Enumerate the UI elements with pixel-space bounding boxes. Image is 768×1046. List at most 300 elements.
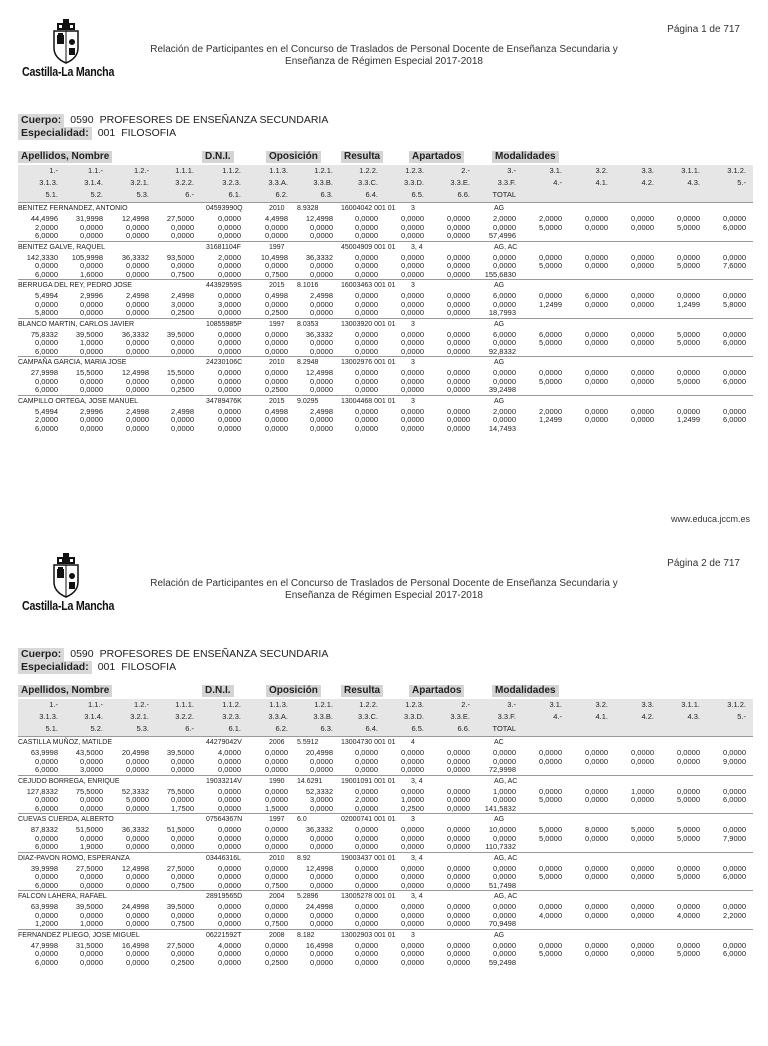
score-value: 0,0000 (447, 910, 470, 920)
score-value: 0,0000 (265, 910, 288, 920)
score-value: 0,0000 (401, 949, 424, 958)
score-value: 36,3332 (305, 825, 333, 834)
score-value: 6,0000 (723, 338, 746, 347)
score-value: 0,0000 (355, 910, 378, 920)
score-value: 0,0000 (401, 880, 424, 890)
column-code: 5.3. (136, 190, 149, 199)
modalidades-value: AG (494, 816, 505, 823)
participant-record (18, 356, 753, 394)
score-value: 0,0000 (80, 346, 103, 356)
score-value: 75,5000 (75, 786, 103, 796)
score-value: 44,4996 (30, 214, 58, 223)
column-code: 6.- (185, 190, 194, 199)
header-apartados: Apartados (409, 151, 464, 163)
score-value: 0,0000 (539, 902, 562, 911)
oposicion-year: 1990 (269, 777, 285, 785)
score-value: 5,0000 (539, 825, 562, 834)
score-value: 0,0000 (723, 291, 746, 300)
score-value: 0,0000 (80, 803, 103, 813)
score-value: 0,0000 (539, 786, 562, 796)
score-value: 0,0000 (631, 376, 654, 386)
participant-name: FERNANDEZ PLIEGO, JOSE MIGUEL (18, 931, 140, 939)
brand-name: Castilla-La Mancha (22, 598, 115, 613)
score-value: 0,0000 (585, 338, 608, 347)
score-value: 0,0000 (35, 299, 58, 309)
especialidad-name: FILOSOFIA (121, 127, 177, 139)
score-value: 0,0000 (218, 214, 241, 223)
score-value: 0,0000 (310, 423, 333, 433)
score-value: 0,0000 (355, 406, 378, 416)
score-value: 0,0000 (126, 269, 149, 279)
score-value: 0,0000 (265, 368, 288, 377)
score-value: 0,0000 (493, 872, 516, 881)
especialidad-label: Especialidad: (18, 661, 92, 674)
score-value: 0,0000 (80, 880, 103, 890)
participant-name: CEJUDO BORREGA, ENRIQUE (18, 777, 120, 785)
score-value: 9,0000 (723, 756, 746, 766)
score-value: 0,0000 (126, 299, 149, 309)
score-value: 0,0000 (355, 803, 378, 813)
score-value: 0,0000 (493, 368, 516, 377)
score-value: 0,0000 (218, 415, 241, 424)
score-value: 141,5832 (484, 803, 516, 813)
score-value: 0,2500 (171, 385, 194, 394)
score-value: 14,7493 (488, 423, 516, 433)
score-value: 0,0000 (310, 261, 333, 270)
column-code: TOTAL (492, 724, 516, 733)
score-value: 0,0000 (723, 329, 746, 339)
score-value: 75,5000 (166, 786, 194, 796)
score-value: 0,0000 (310, 756, 333, 766)
score-value: 1,2499 (677, 415, 700, 424)
score-value: 39,5000 (75, 902, 103, 911)
score-value: 0,0000 (401, 842, 424, 851)
oposicion-score: 8.1016 (297, 282, 319, 289)
score-value: 0,0000 (493, 795, 516, 804)
score-value: 0,0000 (126, 385, 149, 394)
column-code: 6.3. (320, 190, 333, 199)
score-value: 0,0000 (631, 748, 654, 757)
score-value: 0,0000 (539, 291, 562, 300)
score-value: 0,0000 (447, 940, 470, 950)
score-value: 2,4998 (126, 291, 149, 300)
participant-record (18, 241, 753, 279)
score-value: 12,4998 (305, 863, 333, 873)
report-title (0, 578, 768, 602)
score-value: 0,0000 (493, 415, 516, 424)
score-value: 0,0000 (126, 423, 149, 433)
score-value: 0,0000 (493, 756, 516, 766)
column-code: 3.1.4. (84, 178, 103, 187)
score-value: 0,0000 (447, 308, 470, 317)
modalidades-value: AG (494, 397, 505, 405)
column-code: 1.2.3. (405, 700, 424, 709)
score-value: 5,0000 (539, 222, 562, 232)
score-value: 0,0000 (218, 406, 241, 416)
participant-dni: 31681104F (206, 243, 241, 251)
column-code: 1.1.- (87, 166, 103, 175)
score-value: 0,0000 (80, 872, 103, 881)
column-code: TOTAL (492, 190, 516, 199)
score-value: 0,0000 (539, 756, 562, 766)
score-value: 0,7500 (171, 919, 194, 928)
column-code: 6.1. (228, 724, 241, 733)
score-value: 0,0000 (447, 415, 470, 424)
score-value: 12,4998 (305, 214, 333, 223)
score-value: 0,0000 (310, 765, 333, 774)
header-dni: D.N.I. (202, 685, 234, 697)
header-oposicion: Oposición (266, 151, 321, 163)
column-code: 5.3. (136, 724, 149, 733)
score-value: 0,0000 (447, 825, 470, 834)
score-value: 27,9998 (30, 368, 58, 377)
score-value: 0,0000 (401, 299, 424, 309)
column-code: 3.3. (641, 700, 654, 709)
column-code: 3.1.1. (681, 166, 700, 175)
score-value: 1,2499 (539, 299, 562, 309)
column-code: 4.- (553, 712, 562, 721)
score-value: 0,0000 (447, 406, 470, 416)
score-value: 0,0000 (310, 803, 333, 813)
score-value: 0,0000 (35, 756, 58, 766)
score-value: 2,0000 (493, 214, 516, 223)
score-value: 6,0000 (723, 222, 746, 232)
modalidades-value: AG, AC (494, 243, 518, 251)
column-code: 6.6. (457, 190, 470, 199)
score-value: 5,0000 (677, 261, 700, 270)
participant-dni: 07564367N (206, 816, 243, 823)
score-value: 4,0000 (218, 748, 241, 757)
score-value: 0,0000 (493, 949, 516, 958)
score-value: 0,0000 (35, 261, 58, 270)
score-value: 5,0000 (677, 795, 700, 804)
score-value: 0,0000 (265, 872, 288, 881)
score-value: 0,0000 (218, 329, 241, 339)
score-value: 70,9498 (488, 919, 516, 928)
participant-record (18, 890, 753, 928)
oposicion-year: 1997 (269, 816, 285, 823)
score-value: 5,8000 (35, 308, 58, 317)
column-code: 5.2. (90, 190, 103, 199)
score-value: 0,0000 (218, 338, 241, 347)
score-value: 0,0000 (218, 957, 241, 967)
column-code: 6.5. (411, 190, 424, 199)
score-value: 39,5000 (166, 329, 194, 339)
score-value: 2,4998 (126, 406, 149, 416)
modalidades-value: AG (494, 282, 505, 289)
score-value: 0,0000 (355, 765, 378, 774)
column-code: 5.1. (45, 190, 58, 199)
cuerpo-name: PROFESORES DE ENSEÑANZA SECUNDARIA (99, 114, 329, 126)
modalidades-value: AG (494, 359, 505, 366)
score-value: 0,0000 (355, 329, 378, 339)
score-value: 0,0000 (265, 902, 288, 911)
score-value: 0,0000 (677, 940, 700, 950)
score-value: 5,0000 (677, 329, 700, 339)
score-value: 1,7500 (171, 803, 194, 813)
score-value: 0,0000 (631, 329, 654, 339)
apartados-value: 3 (411, 931, 415, 939)
score-value: 6,0000 (35, 842, 58, 851)
column-code: 3.3.E. (450, 712, 470, 721)
score-value: 0,0000 (631, 949, 654, 958)
score-value: 0,0000 (80, 910, 103, 920)
score-value: 0,0000 (585, 910, 608, 920)
score-value: 0,0000 (447, 872, 470, 881)
score-value: 0,0000 (126, 415, 149, 424)
score-value: 0,0000 (447, 299, 470, 309)
score-value: 0,0000 (80, 385, 103, 394)
score-value: 0,0000 (171, 346, 194, 356)
apartados-value: 3, 4 (411, 243, 423, 251)
score-value: 27,5000 (166, 214, 194, 223)
column-code: 3.- (507, 166, 516, 175)
score-value: 0,0000 (218, 795, 241, 804)
score-value: 6,0000 (35, 765, 58, 774)
column-header-row (18, 685, 753, 697)
score-value: 0,0000 (401, 833, 424, 843)
score-value: 0,0000 (401, 252, 424, 262)
score-value: 0,0000 (218, 910, 241, 920)
score-value: 5,0000 (677, 833, 700, 843)
score-value: 0,0000 (447, 957, 470, 967)
column-code: 3.3.B. (313, 712, 333, 721)
score-value: 110,7332 (485, 842, 516, 851)
score-value: 0,0000 (265, 842, 288, 851)
score-value: 0,0000 (355, 308, 378, 317)
header-apellidos: Apellidos, Nombre (18, 685, 112, 697)
score-value: 0,0000 (355, 872, 378, 881)
score-value: 72,9998 (488, 765, 516, 774)
score-value: 155,6830 (484, 269, 516, 279)
participant-record (18, 318, 753, 356)
score-value: 0,0000 (355, 291, 378, 300)
score-value: 0,0000 (493, 940, 516, 950)
participant-record (18, 852, 753, 890)
score-value: 0,0000 (585, 748, 608, 757)
score-value: 0,0000 (355, 833, 378, 843)
score-value: 0,0000 (447, 338, 470, 347)
header-oposicion: Oposición (266, 685, 321, 697)
score-value: 0,0000 (310, 269, 333, 279)
participant-record (18, 813, 753, 851)
score-value: 24,4998 (305, 902, 333, 911)
score-value: 12,4998 (121, 214, 149, 223)
score-value: 87,8332 (30, 825, 58, 834)
score-value: 0,0000 (355, 423, 378, 433)
score-value: 142,3330 (26, 252, 58, 262)
score-value: 0,0000 (265, 346, 288, 356)
score-value: 0,0000 (447, 842, 470, 851)
column-code: 3.1.2. (727, 700, 746, 709)
column-code: 3.1.1. (681, 700, 700, 709)
column-code: 3.2. (595, 166, 608, 175)
column-code: 1.1.3. (269, 700, 288, 709)
score-value: 0,0000 (677, 756, 700, 766)
score-value: 0,0000 (493, 748, 516, 757)
score-value: 51,5000 (166, 825, 194, 834)
column-code: 3.1. (549, 700, 562, 709)
column-code: 6.- (185, 724, 194, 733)
score-value: 0,0000 (355, 842, 378, 851)
score-value: 0,0000 (723, 368, 746, 377)
score-value: 51,5000 (75, 825, 103, 834)
score-value: 0,0000 (677, 252, 700, 262)
score-value: 0,0000 (677, 368, 700, 377)
score-value: 0,0000 (493, 863, 516, 873)
score-value: 0,0000 (355, 415, 378, 424)
especialidad-name: FILOSOFIA (121, 661, 177, 673)
score-value: 1,0000 (493, 786, 516, 796)
column-code: 1.2.- (133, 166, 149, 175)
score-value: 0,0000 (310, 346, 333, 356)
score-value: 0,0000 (355, 880, 378, 890)
score-value: 0,0000 (447, 880, 470, 890)
score-value: 0,0000 (447, 214, 470, 223)
score-value: 6,0000 (585, 291, 608, 300)
score-value: 0,0000 (126, 919, 149, 928)
participant-name: FALCON LAHERA, RAFAEL (18, 893, 107, 900)
score-value: 0,0000 (171, 415, 194, 424)
column-code: 1.2.1. (314, 700, 333, 709)
column-code: 4.1. (595, 178, 608, 187)
score-value: 0,0000 (218, 346, 241, 356)
score-value: 0,0000 (585, 872, 608, 881)
score-value: 5,0000 (539, 376, 562, 386)
score-value: 0,0000 (585, 214, 608, 223)
column-code: 3.- (507, 700, 516, 709)
column-code: 4.- (553, 178, 562, 187)
score-value: 0,0000 (80, 957, 103, 967)
score-value: 36,3332 (305, 329, 333, 339)
oposicion-score: 6.0 (297, 816, 307, 823)
score-value: 0,0000 (631, 368, 654, 377)
score-value: 2,9996 (80, 291, 103, 300)
score-value: 2,0000 (493, 406, 516, 416)
score-value: 0,0000 (310, 376, 333, 386)
score-value: 105,9998 (71, 252, 103, 262)
score-value: 0,0000 (126, 261, 149, 270)
score-value: 2,0000 (35, 222, 58, 232)
column-code: 3.3.C. (357, 178, 378, 187)
footer-url[interactable]: www.educa.jccm.es (670, 514, 750, 524)
especialidad-row (18, 661, 328, 674)
score-value: 4,0000 (539, 910, 562, 920)
column-code: 3.3.E. (450, 178, 470, 187)
score-value: 0,0000 (493, 338, 516, 347)
participant-name: DIAZ-PAVON ROMO, ESPERANZA (18, 854, 130, 862)
score-value: 0,7500 (171, 880, 194, 890)
score-value: 0,0000 (355, 261, 378, 270)
score-value: 3,0000 (218, 299, 241, 309)
score-value: 6,0000 (493, 329, 516, 339)
resulta-code: 13004730 001 01 (341, 739, 396, 746)
score-value: 0,0000 (401, 902, 424, 911)
score-value: 0,0000 (126, 842, 149, 851)
score-value: 52,3332 (121, 786, 149, 796)
score-value: 1,0000 (401, 795, 424, 804)
record-header (18, 318, 753, 329)
score-value: 0,0000 (401, 423, 424, 433)
column-code: 3.2.2. (175, 712, 194, 721)
score-value: 10,0000 (488, 825, 516, 834)
score-value: 0,0000 (126, 765, 149, 774)
oposicion-score: 8.182 (297, 931, 315, 939)
score-value: 39,5000 (166, 902, 194, 911)
score-value: 0,0000 (310, 415, 333, 424)
score-value: 0,0000 (631, 261, 654, 270)
score-value: 0,0000 (218, 423, 241, 433)
column-code: 1.2.- (133, 700, 149, 709)
title-line: Relación de Participantes en el Concurso de Traslados de Personal Docente de Enseñanza Secundaria y (150, 44, 618, 55)
score-value: 0,0000 (218, 765, 241, 774)
score-value: 0,0000 (539, 748, 562, 757)
score-value: 0,0000 (447, 376, 470, 386)
participant-dni: 19033214V (206, 777, 242, 785)
record-header (18, 929, 753, 940)
column-code: 1.2.3. (405, 166, 424, 175)
score-value: 5,4994 (35, 291, 58, 300)
score-value: 2,0000 (355, 795, 378, 804)
score-value: 6,0000 (35, 385, 58, 394)
score-value: 0,0000 (447, 231, 470, 240)
participant-name: CAMPAÑA GARCIA, MARIA JOSE (18, 359, 127, 366)
column-code: 5.1. (45, 724, 58, 733)
score-value: 0,0000 (126, 949, 149, 958)
score-value: 0,0000 (493, 252, 516, 262)
score-value: 36,3332 (305, 252, 333, 262)
score-value: 0,0000 (126, 308, 149, 317)
score-value: 0,0000 (218, 902, 241, 911)
score-value: 0,0000 (401, 231, 424, 240)
column-code: 3.3.A. (268, 712, 288, 721)
column-code: 3.3. (641, 166, 654, 175)
score-value: 0,0000 (265, 825, 288, 834)
score-value: 0,0000 (171, 842, 194, 851)
score-value: 6,0000 (35, 269, 58, 279)
score-value: 2,0000 (35, 415, 58, 424)
score-value: 0,0000 (401, 825, 424, 834)
score-value: 0,0000 (631, 291, 654, 300)
record-header (18, 279, 753, 290)
score-value: 0,7500 (265, 919, 288, 928)
score-value: 63,9998 (30, 902, 58, 911)
score-value: 0,2500 (265, 308, 288, 317)
oposicion-year: 2015 (269, 282, 285, 289)
participant-dni: 24230106C (206, 359, 243, 366)
score-value: 0,0000 (310, 299, 333, 309)
page-number: Página 2 de 717 (667, 558, 740, 569)
score-value: 0,0000 (355, 863, 378, 873)
score-value: 1,2499 (677, 299, 700, 309)
score-value: 0,0000 (265, 786, 288, 796)
modalidades-value: AC (494, 739, 504, 746)
score-value: 0,0000 (401, 376, 424, 386)
especialidad-code: 001 (97, 661, 116, 673)
score-value: 0,7500 (265, 269, 288, 279)
score-value: 2,4998 (310, 291, 333, 300)
score-value: 0,0000 (80, 376, 103, 386)
score-value: 0,0000 (585, 376, 608, 386)
resulta-code: 02000741 001 01 (341, 816, 396, 823)
score-value: 0,0000 (539, 252, 562, 262)
especialidad-code: 001 (97, 127, 116, 139)
score-value: 0,0000 (585, 329, 608, 339)
score-value: 92,8332 (488, 346, 516, 356)
score-value: 5,0000 (539, 338, 562, 347)
score-value: 0,0000 (126, 910, 149, 920)
score-value: 0,0000 (447, 329, 470, 339)
